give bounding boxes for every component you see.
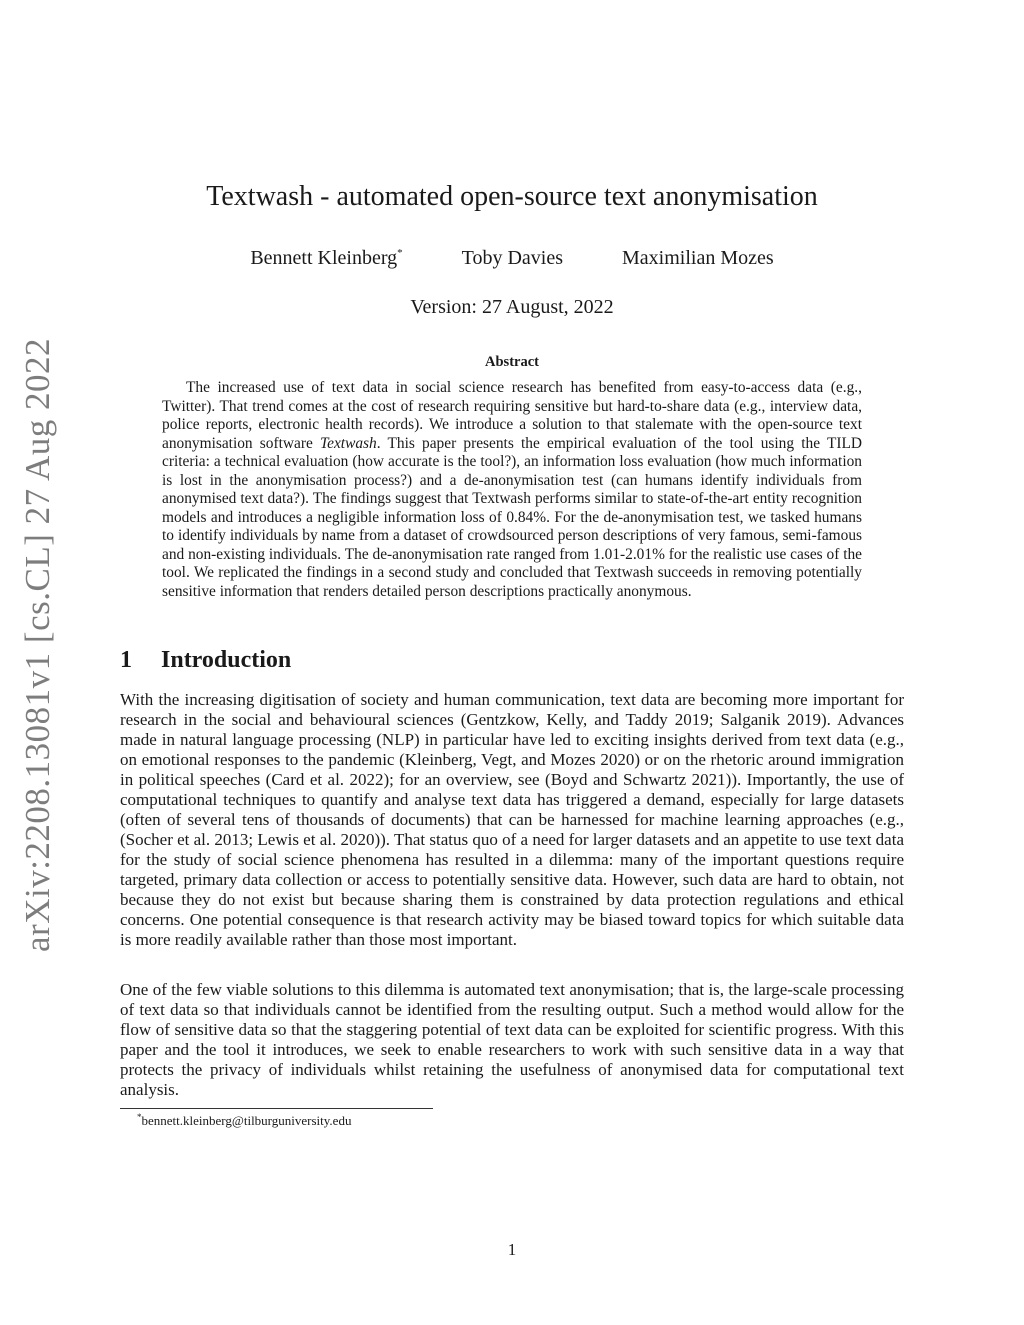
- section-number: 1: [120, 647, 132, 673]
- section-heading-introduction: [120, 647, 291, 674]
- author-name: Toby Davies: [461, 247, 564, 269]
- section-title: Introduction: [161, 647, 292, 673]
- page-number: 1: [507, 1240, 517, 1259]
- arxiv-identifier: arXiv:2208.13081v1 [cs.CL] 27 Aug 2022: [18, 338, 57, 952]
- paragraph-intro-1: With the increasing digitisation of society and human communication, text data are becoming more important for research in the social and behavioural sciences (Gentzkow, Kelly, and Taddy 2019; Salganik 2019). Advances made in natural language processing (NLP) in particular have led to exciting insights derived from text data (e.g., on emotional responses to the pandemic (Kleinberg, Vegt, and Mozes 2020) or on the rhetoric around immigration in political speeches (Card et al. 2022); for an overview, see (Boyd and Schwartz 2021)). Importantly, the use of computational techniques to quantify and analyse text data has triggered a demand, especially for large datasets (often of several tens of thousands of documents) that can be harnessed for machine learning approaches (e.g., (Socher et al. 2013; Lewis et al. 2020)). That status quo of a need for larger datasets and an appetite to use text data for the study of social science phenomena has resulted in a dilemma: many of the important questions require targeted, primary data collection or access to potentially sensitive data. However, such data are hard to obtain, not because they do not exist but because sharing them is constrained by data protection regulations and ethical concerns. One potential consequence is that research activity may be biased toward topics for which suitable data is more readily available rather than those most important.: [120, 690, 904, 949]
- abstract-text: [162, 379, 862, 601]
- abstract-software-name: Textwash: [319, 434, 377, 452]
- footnote-mark: *: [137, 1112, 142, 1122]
- footnote-email: bennett.kleinberg@tilburguniversity.edu: [141, 1113, 352, 1128]
- author-footnote-mark: *: [397, 247, 403, 259]
- footnote-divider: [120, 1108, 433, 1109]
- author-name: Maximilian Mozes: [622, 247, 774, 269]
- author-3: [622, 247, 774, 270]
- paragraph-intro-2: One of the few viable solutions to this dilemma is automated text anonymisation; that is, the large-scale processing of text data so that individuals cannot be identified from the resulting output. Such a method would allow for the flow of sensitive data so that the staggering potential of text data can be exploited for scientific progress. With this paper and the tool it introduces, we seek to enable researchers to work with such sensitive data in a way that protects the privacy of individuals whilst retaining the usefulness of anonymised data for computational text analysis.: [120, 980, 904, 1099]
- footnote: [137, 1112, 351, 1129]
- author-name: Bennett Kleinberg: [250, 247, 398, 269]
- version-date: Version: 27 August, 2022: [410, 296, 614, 318]
- abstract-text-part-2: . This paper presents the empirical evaluation of the tool using the TILD criteria: a technical evaluation (how accurate is the tool?), an information loss evaluation (how much information is lost in the anonymisation process?) and a de-anonymisation test (can humans identify individuals from anonymised text data?). The findings suggest that Textwash performs similar to state-of-the-art entity recognition models and introduces a negligible information loss of 0.84%. For the de-anonymisation test, we tasked humans to identify individuals by name from a dataset of crowdsourced person descriptions of very famous, semi-famous and non-existing individuals. The de-anonymisation rate ranged from 1.01-2.01% for the realistic use cases of the tool. We replicated the findings in a second study and concluded that Textwash succeeds in removing potentially sensitive information that renders detailed person descriptions practically anonymous.: [162, 434, 862, 600]
- author-list: [0, 247, 1024, 270]
- author-1: [250, 247, 402, 270]
- abstract-heading: Abstract: [485, 354, 539, 370]
- paper-title: Textwash - automated open-source text anonymisation: [206, 181, 818, 212]
- abstract-text-part-1: The increased use of text data in social science research has benefited from easy-to-access data (e.g., Twitter). That trend comes at the cost of research requiring sensitive but hard-to-share data (e.g., interview data, police reports, electronic health records). We introduce a solution to that stalemate with the open-source text anonymisation software: [162, 379, 862, 452]
- author-2: [462, 247, 563, 270]
